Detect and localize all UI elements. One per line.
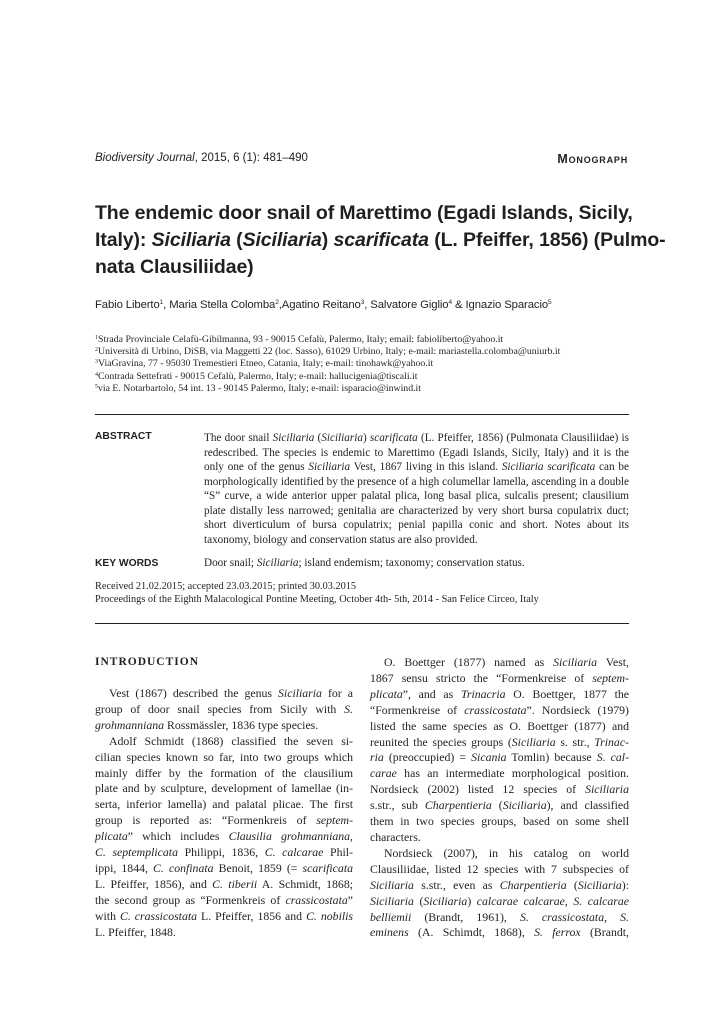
author-affiliation-mark: 2 xyxy=(275,299,279,306)
article-title xyxy=(95,200,666,281)
keywords-label: KEY WORDS xyxy=(95,558,159,569)
author-name: Salvatore Giglio xyxy=(370,299,449,311)
author-name: Agatino Reitano xyxy=(281,299,361,311)
introduction-heading: INTRODUCTION xyxy=(95,656,200,668)
text-line: plate and by sculpture, development of lamellae (in- xyxy=(95,781,353,796)
text-line: Vest (1867) described the genus Siciliaria for a xyxy=(109,686,353,700)
title-line-3: nata Clausiliidae) xyxy=(95,256,254,278)
text-line: Nordsieck (2002) listed 12 species of Siciliaria xyxy=(370,782,629,797)
received-line: Received 21.02.2015; accepted 23.03.2015; printed 30.03.2015 xyxy=(95,581,357,592)
divider-bottom xyxy=(95,623,629,624)
text-line: cilian species known so far, into two groups which xyxy=(95,749,353,764)
text-line: Clausiliidae, listed 12 species with 7 subspecies of xyxy=(370,861,629,876)
text-line: C. septemplicata Philippi, 1836, C. calcarae Phil- xyxy=(95,845,353,860)
text-line: ria (preoccupied) = Sicania Tomlin) because S. cal- xyxy=(370,750,629,765)
author-list: Fabio Liberto$^1$, Maria Stella Colomba$^2$,Agatino Reitano$^3$, Salvatore Giglio$^4$ & Ignazio Sparacio$^5$ xyxy=(95,299,552,311)
text-line: group of door snail species from Sicily with S. xyxy=(95,701,353,716)
author-name: Ignazio Sparacio xyxy=(465,299,549,311)
text-line: grohmanniana Rossmässler, 1836 type species. xyxy=(95,717,319,732)
proceedings-line: Proceedings of the Eighth Malacological Pontine Meeting, October 4th- 5th, 2014 - San Felice Circeo, Italy xyxy=(95,594,539,605)
author-name: Maria Stella Colomba xyxy=(169,299,276,311)
text-line: characters. xyxy=(370,829,421,844)
journal-citation xyxy=(95,152,308,164)
author-name: Fabio Liberto xyxy=(95,299,160,311)
text-line: ippi, 1844, C. confinata Benoit, 1859 (= scarificata xyxy=(95,860,353,875)
text-line: O. Boettger (1877) named as Siciliaria Vest, xyxy=(384,655,629,669)
section-label: Monograph xyxy=(557,152,628,166)
affiliation-line: $^1$Strada Provinciale Celafù-Gibilmanna, 93 - 90015 Cefalù, Palermo, Italy; email: fabioliberto@yahoo.it xyxy=(95,334,504,345)
text-line: plicata”, and as Trinacria O. Boettger, 1877 the xyxy=(370,686,629,701)
affiliations xyxy=(95,334,560,395)
divider-top xyxy=(95,414,629,415)
text-line: 1867 sensu stricto the “Formenkreise of septem- xyxy=(370,670,629,685)
text-line: L. Pfeiffer, 1856), and C. tiberii A. Schmidt, 1868; xyxy=(95,876,354,891)
text-line: plicata” which includes Clausilia grohmanniana, xyxy=(95,829,353,844)
text-line: belliemii (Brandt, 1961), S. crassicostata, S. xyxy=(370,909,629,924)
text-line: L. Pfeiffer, 1848. xyxy=(95,924,176,939)
text-line: with C. crassicostata L. Pfeiffer, 1856 and C. nobilis xyxy=(95,908,353,923)
affiliation-line: $^3$ViaGravina, 77 - 95030 Tremestieri Etneo, Catania, Italy; e-mail: tinohawk@yahoo.it xyxy=(95,358,434,370)
introduction-left-column xyxy=(95,686,353,941)
title-line-2: Italy): Siciliaria (Siciliaria) scarificata (L. Pfeiffer, 1856) (Pulmo- xyxy=(95,229,666,251)
text-line: listed the same species as O. Boettger (1877) and xyxy=(370,718,629,733)
text-line: mainly differ by the formation of the clausilium xyxy=(95,765,353,780)
keywords-text: Door snail; Siciliaria; island endemism; taxonomy; conservation status. xyxy=(204,557,525,569)
author-affiliation-mark: 1 xyxy=(159,299,164,306)
text-line: eminens (A. Schimdt, 1868), S. ferrox (Brandt, xyxy=(370,925,629,940)
text-line: Adolf Schmidt (1868) classified the seven si- xyxy=(109,733,353,748)
introduction-right-column xyxy=(370,655,629,941)
affiliation-line: $^5$via E. Notarbartolo, 54 int. 13 - 90145 Palermo, Italy; e-mail: isparacio@inwind.it xyxy=(95,382,421,394)
text-line: Siciliaria (Siciliaria) calcarae calcarae, S. calcarae xyxy=(370,893,629,908)
text-line: Nordsieck (2007), in his catalog on world xyxy=(384,845,629,860)
author-affiliation-mark: 4 xyxy=(448,299,452,306)
title-line-1: The endemic door snail of Marettimo (Egadi Islands, Sicily, xyxy=(95,202,633,224)
text-line: reunited the species groups (Siciliaria s. str., Trinac- xyxy=(370,734,629,749)
author-affiliation-mark: 5 xyxy=(548,299,552,306)
text-line: “Formenkreise of crassicostata”. Nordsieck (1979) xyxy=(370,702,629,717)
abstract-label: ABSTRACT xyxy=(95,431,152,442)
text-line: Siciliaria s.str., even as Charpentieria (Siciliaria): xyxy=(370,877,629,892)
text-line: them in two species groups, based on some shell xyxy=(370,814,629,829)
publication-dates xyxy=(95,580,539,606)
text-line: group is reported as: “Formenkreis of septem- xyxy=(95,813,353,828)
author-affiliation-mark: 3 xyxy=(360,299,365,306)
text-line: carae has an intermediate morphological position. xyxy=(370,766,629,781)
text-line: s.str., sub Charpentieria (Siciliaria), and classified xyxy=(370,798,630,813)
text-line: the second group as “Formenkreis of crassicostata” xyxy=(95,892,353,907)
journal-name: Biodiversity Journal xyxy=(95,152,195,164)
affiliation-line: $^2$Università di Urbino, DiSB, via Maggetti 22 (loc. Sasso), 61029 Urbino, Italy; e-mail: mariastella.colomba@uniurb.it xyxy=(95,346,561,358)
journal-issue: , 2015, 6 (1): 481–490 xyxy=(194,152,308,164)
abstract-text: The door snail Siciliaria (Siciliaria) scarificata (L. Pfeiffer, 1856) (Pulmonata Clausiliidae) is redescribed. The species is endemic to Marettimo (Egadi Islands, Sicily, Italy) and it is the only one of the genus Siciliaria Vest, 1867 living in this island. Siciliaria scarificata can be morphologically identified by the presence of a high columellar lamella, ascending in a double “S” curve, a wide anterior upper palatal plica, long basal plica, sulcalis present; clausilium plate distally less narrowed; genitalia are characterized by very short bursa copulatrix duct; short diverticulum of bursa copulatrix; penial papilla conic and short. Notes about its taxonomy, biology and conservation status are also provided. xyxy=(204,432,630,546)
affiliation-line: $^4$Contrada Settefrati - 90015 Cefalù, Palermo, Italy; e-mail: hallucigenia@tiscali.it xyxy=(95,370,418,382)
text-line: serta, inferior lamella) and palatal plicae. The first xyxy=(95,797,353,812)
